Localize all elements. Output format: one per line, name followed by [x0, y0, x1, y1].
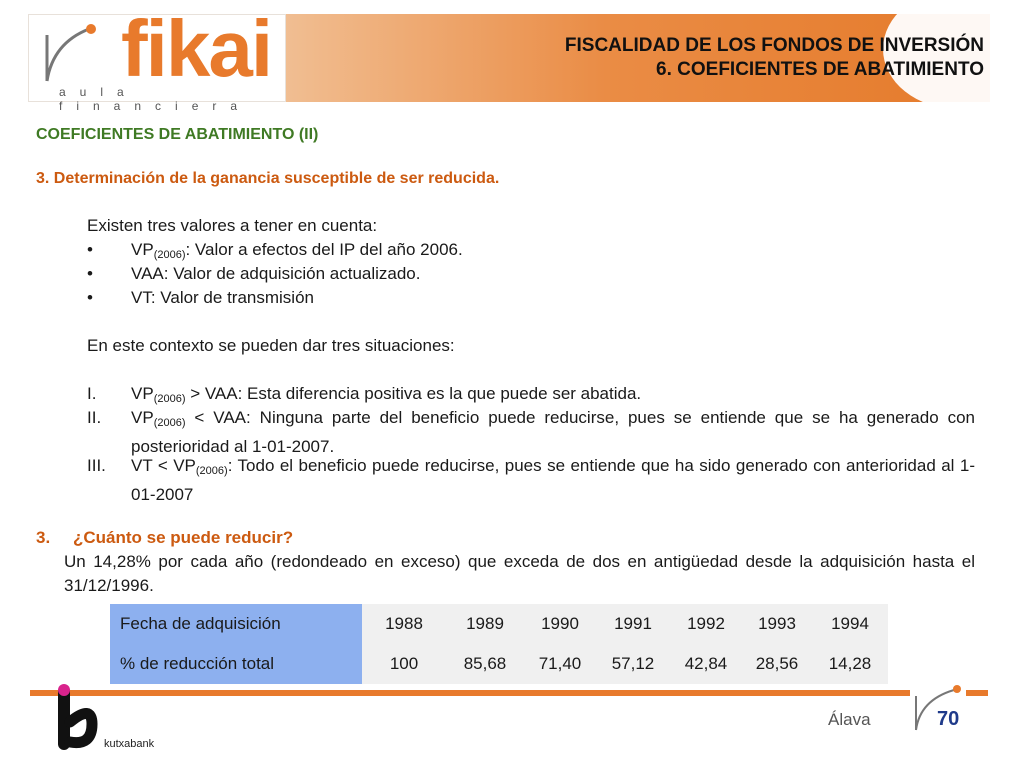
bullet-vt — [87, 286, 93, 310]
table-row — [110, 644, 888, 684]
table-cell: 14,28 — [812, 644, 888, 684]
bullet-marker: • — [87, 240, 93, 259]
point-3-heading: 3. Determinación de la ganancia susceptible de ser reducida. — [36, 170, 500, 187]
table-row — [110, 604, 888, 644]
footer-bar — [30, 690, 988, 696]
header-banner — [28, 4, 990, 113]
situation-num: II. — [87, 408, 102, 427]
situation-text: VT < VP — [131, 456, 196, 475]
table-cell: 28,56 — [742, 644, 812, 684]
fikai-swoosh-icon — [41, 21, 97, 85]
table-cell: 71,40 — [524, 644, 596, 684]
question-num: 3. — [36, 528, 51, 547]
table-row-label: Fecha de adquisición — [110, 604, 362, 644]
situation-text: VP — [131, 408, 154, 427]
situation-2 — [131, 406, 975, 459]
situation-num: III. — [87, 456, 106, 475]
subscript: (2006) — [153, 393, 186, 405]
kutxabank-k-icon — [52, 684, 100, 754]
situation-text: < VAA: Ninguna parte del beneficio puede reducirse, pues se entiende que se ha generado con posterioridad al 1-01-2007. — [131, 408, 975, 456]
values-intro: Existen tres valores a tener en cuenta: — [87, 216, 378, 235]
situation-3 — [131, 454, 975, 507]
question-answer: Un 14,28% por cada año (redondeado en exceso) que exceda de dos en antigüedad desde la adquisición hasta el 31/12/1996. — [64, 552, 975, 595]
table-cell: 1991 — [596, 604, 670, 644]
page-title — [565, 34, 984, 82]
bullet-vaa — [87, 262, 93, 286]
logo-wordmark: fikai — [121, 4, 272, 93]
reduction-table — [110, 604, 888, 684]
subscript: (2006) — [153, 417, 186, 429]
section-heading: COEFICIENTES DE ABATIMIENTO (II) — [36, 126, 319, 143]
logo-subtitle: aula financiera — [59, 85, 252, 113]
table-cell: 1989 — [446, 604, 524, 644]
page-number: 70 — [937, 708, 960, 730]
table-cell: 1990 — [524, 604, 596, 644]
bullet-text: : Valor a efectos del IP del año 2006. — [185, 240, 463, 259]
table-cell: 57,12 — [596, 644, 670, 684]
table-cell: 100 — [362, 644, 446, 684]
bullet-marker: • — [87, 264, 93, 283]
table-row-label: % de reducción total — [110, 644, 362, 684]
bullet-vp — [87, 238, 93, 262]
title-line-2: 6. COEFICIENTES DE ABATIMIENTO — [656, 59, 984, 80]
title-line-1: FISCALIDAD DE LOS FONDOS DE INVERSIÓN — [564, 35, 984, 56]
kutxabank-wordmark: kutxabank — [104, 738, 155, 750]
subscript: (2006) — [153, 249, 186, 261]
question-heading: ¿Cuánto se puede reducir? — [73, 528, 294, 547]
situation-num: I. — [87, 384, 97, 403]
table-cell: 1988 — [362, 604, 446, 644]
situation-text: VP — [131, 384, 154, 403]
situation-text: > VAA: Esta diferencia positiva es la que puede ser abatida. — [185, 384, 642, 403]
bullet-text: VP — [131, 240, 154, 259]
table-cell: 1992 — [670, 604, 742, 644]
table-cell: 1993 — [742, 604, 812, 644]
table-cell: 85,68 — [446, 644, 524, 684]
region-label: Álava — [828, 710, 871, 729]
situations-intro: En este contexto se pueden dar tres situaciones: — [87, 336, 455, 355]
bullet-vt-text: VT: Valor de transmisión — [131, 288, 314, 307]
bullet-marker: • — [87, 288, 93, 307]
situation-text: : Todo el beneficio puede reducirse, pues se entiende que ha sido generado con anterioridad al 1-01-2007 — [131, 456, 975, 504]
fikai-logo — [28, 4, 286, 113]
subscript: (2006) — [195, 465, 228, 477]
table-cell: 1994 — [812, 604, 888, 644]
table-cell: 42,84 — [670, 644, 742, 684]
bullet-vaa-text: VAA: Valor de adquisición actualizado. — [131, 264, 421, 283]
